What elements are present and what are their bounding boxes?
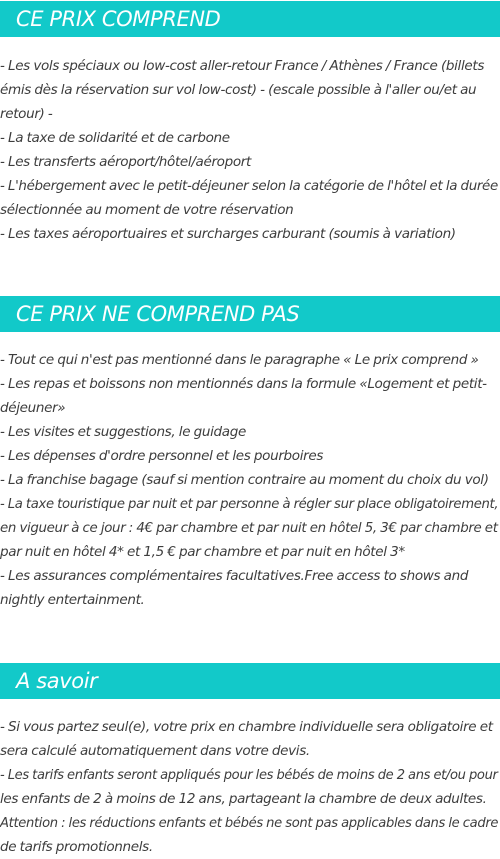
list-item: - Les taxes aéroportuaires et surcharges carburant (soumis à variation) <box>0 226 456 242</box>
list-item: - Les transferts aéroport/hôtel/aéroport <box>0 154 251 170</box>
good-to-know-list <box>0 715 500 859</box>
list-item: de tarifs promotionnels. <box>0 839 153 855</box>
list-item: retour) - <box>0 106 53 122</box>
section-heading-included: CE PRIX COMPREND <box>0 1 500 37</box>
list-item: déjeuner» <box>0 400 66 416</box>
list-item: en vigueur à ce jour : 4€ par chambre et par nuit en hôtel 5, 3€ par chambre et <box>0 520 498 536</box>
list-item: - Les visites et suggestions, le guidage <box>0 424 246 440</box>
list-item: - La taxe touristique par nuit et par personne à régler sur place obligatoirement, <box>0 496 499 512</box>
list-item: - Les tarifs enfants seront appliqués pour les bébés de moins de 2 ans et/ou pour <box>0 767 498 783</box>
list-item: nightly entertainment. <box>0 592 145 608</box>
section-heading-not-included: CE PRIX NE COMPREND PAS <box>0 296 500 332</box>
list-item: - Les vols spéciaux ou low-cost aller-retour France / Athènes / France (billets <box>0 58 485 74</box>
section-heading-good-to-know: A savoir <box>0 663 500 699</box>
list-item: - Tout ce qui n'est pas mentionné dans le paragraphe « Le prix comprend » <box>0 352 479 368</box>
list-item: sélectionnée au moment de votre réservation <box>0 202 294 218</box>
list-item: - Les dépenses d'ordre personnel et les pourboires <box>0 448 324 464</box>
list-item: émis dès la réservation sur vol low-cost) - (escale possible à l'aller ou/et au <box>0 82 477 98</box>
list-item: - Les repas et boissons non mentionnés dans la formule «Logement et petit- <box>0 376 487 392</box>
list-item: - La taxe de solidarité et de carbone <box>0 130 230 146</box>
list-item: par nuit en hôtel 4* et 1,5 € par chambre et par nuit en hôtel 3* <box>0 544 405 560</box>
list-item: - Les assurances complémentaires facultatives.Free access to shows and <box>0 568 469 584</box>
included-list <box>0 54 500 246</box>
list-item: Attention : les réductions enfants et bébés ne sont pas applicables dans le cadre <box>0 815 499 831</box>
not-included-list <box>0 348 500 612</box>
list-item: - L'hébergement avec le petit-déjeuner selon la catégorie de l'hôtel et la durée <box>0 178 498 194</box>
list-item: - La franchise bagage (sauf si mention contraire au moment du choix du vol) <box>0 472 489 488</box>
list-item: les enfants de 2 à moins de 12 ans, partageant la chambre de deux adultes. <box>0 791 487 807</box>
list-item: sera calculé automatiquement dans votre devis. <box>0 743 310 759</box>
list-item: - Si vous partez seul(e), votre prix en chambre individuelle sera obligatoire et <box>0 719 493 735</box>
